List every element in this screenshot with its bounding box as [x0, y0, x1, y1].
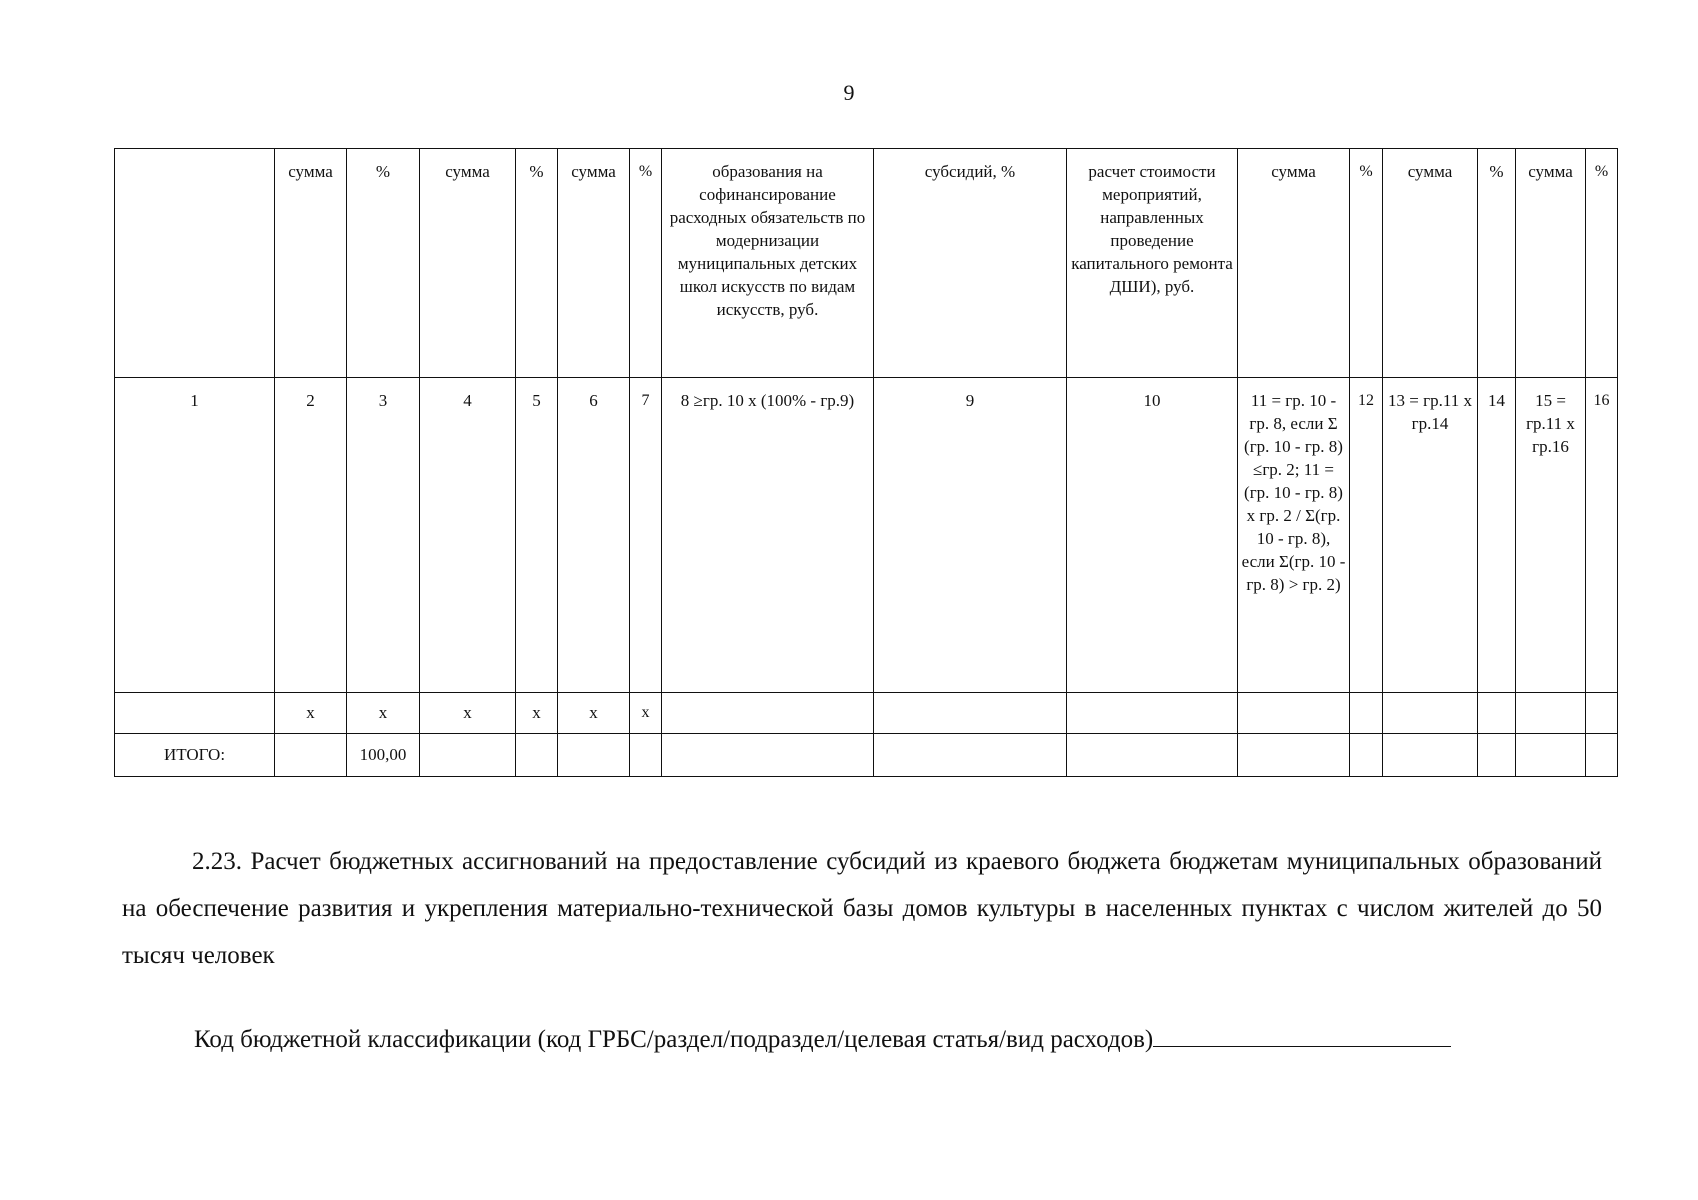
table-cell — [874, 734, 1067, 777]
table-cell: 14 — [1478, 378, 1516, 693]
table-cell — [1383, 693, 1478, 734]
table-cell: % — [630, 149, 662, 378]
table-cell — [558, 734, 630, 777]
table-cell — [420, 734, 516, 777]
table-cell — [662, 734, 874, 777]
table-cell: 12 — [1350, 378, 1383, 693]
table-cell — [1067, 693, 1238, 734]
table-cell: 2 — [275, 378, 347, 693]
table-cell: % — [347, 149, 420, 378]
table-cell: сумма — [1238, 149, 1350, 378]
table-cell: 5 — [516, 378, 558, 693]
table-cell — [1586, 693, 1618, 734]
table-cell — [874, 693, 1067, 734]
page-number: 9 — [843, 80, 855, 105]
table-cell: сумма — [558, 149, 630, 378]
table-cell: субсидий, % — [874, 149, 1067, 378]
table-cell: 6 — [558, 378, 630, 693]
table-cell: % — [516, 149, 558, 378]
table-cell: x — [275, 693, 347, 734]
table-cell: x — [347, 693, 420, 734]
table-cell: 11 = гр. 10 - гр. 8, если Σ (гр. 10 - гр. 8) ≤гр. 2; 11 = (гр. 10 - гр. 8) x гр. 2 / Σ(гр. 10 - гр. 8), если Σ(гр. 10 - гр. 8) > гр. 2) — [1238, 378, 1350, 693]
table-cell: 9 — [874, 378, 1067, 693]
table-cell: сумма — [420, 149, 516, 378]
table-cell: сумма — [1383, 149, 1478, 378]
table-cell: образования на софинансирование расходных обязательств по модернизации муниципальных детских школ искусств по видам искусств, руб. — [662, 149, 874, 378]
table-cell — [1586, 734, 1618, 777]
table-cell: расчет стоимости мероприятий, направленных проведение капитального ремонта ДШИ), руб. — [1067, 149, 1238, 378]
table-header-row — [115, 149, 1618, 378]
table-cell: % — [1350, 149, 1383, 378]
budget-table — [114, 148, 1618, 777]
table-cell: 10 — [1067, 378, 1238, 693]
table-cell — [1350, 693, 1383, 734]
table-cell — [516, 734, 558, 777]
table-cell — [1516, 693, 1586, 734]
table-cell: % — [1586, 149, 1618, 378]
table-cell: x — [630, 693, 662, 734]
table-cell: 15 = гр.11 x гр.16 — [1516, 378, 1586, 693]
table-cell — [1478, 734, 1516, 777]
table-cell: 4 — [420, 378, 516, 693]
table-cell — [1238, 693, 1350, 734]
table-cell: 7 — [630, 378, 662, 693]
table-cell — [275, 734, 347, 777]
total-label-cell: ИТОГО: — [115, 734, 275, 777]
section-paragraph: 2.23. Расчет бюджетных ассигнований на предоставление субсидий из краевого бюджета бюджетам муниципальных образований на обеспечение развития и укрепления материально-технической базы домов культуры в населенных пунктах с числом жителей до 50 тысяч человек — [122, 848, 1602, 969]
table-cell — [630, 734, 662, 777]
table-cell — [662, 693, 874, 734]
table-x-row — [115, 693, 1618, 734]
table-cell: 1 — [115, 378, 275, 693]
budget-code-blank — [1153, 1024, 1451, 1047]
table-cell: x — [558, 693, 630, 734]
budget-code-label: Код бюджетной классификации (код ГРБС/раздел/подраздел/целевая статья/вид расходов) — [194, 1026, 1154, 1053]
table-cell — [115, 149, 275, 378]
table-cell: % — [1478, 149, 1516, 378]
table-cell: x — [516, 693, 558, 734]
table-cell: сумма — [1516, 149, 1586, 378]
table-cell — [1238, 734, 1350, 777]
table-cell: 8 ≥гр. 10 x (100% - гр.9) — [662, 378, 874, 693]
table-cell: 13 = гр.11 x гр.14 — [1383, 378, 1478, 693]
table-cell: сумма — [275, 149, 347, 378]
table-cell: x — [420, 693, 516, 734]
table-cell — [1350, 734, 1383, 777]
table-cell: 3 — [347, 378, 420, 693]
table-cell — [1067, 734, 1238, 777]
table-cell — [1478, 693, 1516, 734]
table-cell — [1383, 734, 1478, 777]
table-cell — [115, 693, 275, 734]
table-total-row — [115, 734, 1618, 777]
table-cell: 16 — [1586, 378, 1618, 693]
table-number-row — [115, 378, 1618, 693]
budget-code-line — [194, 1024, 1614, 1054]
total-percent-cell: 100,00 — [347, 734, 420, 777]
table-cell — [1516, 734, 1586, 777]
